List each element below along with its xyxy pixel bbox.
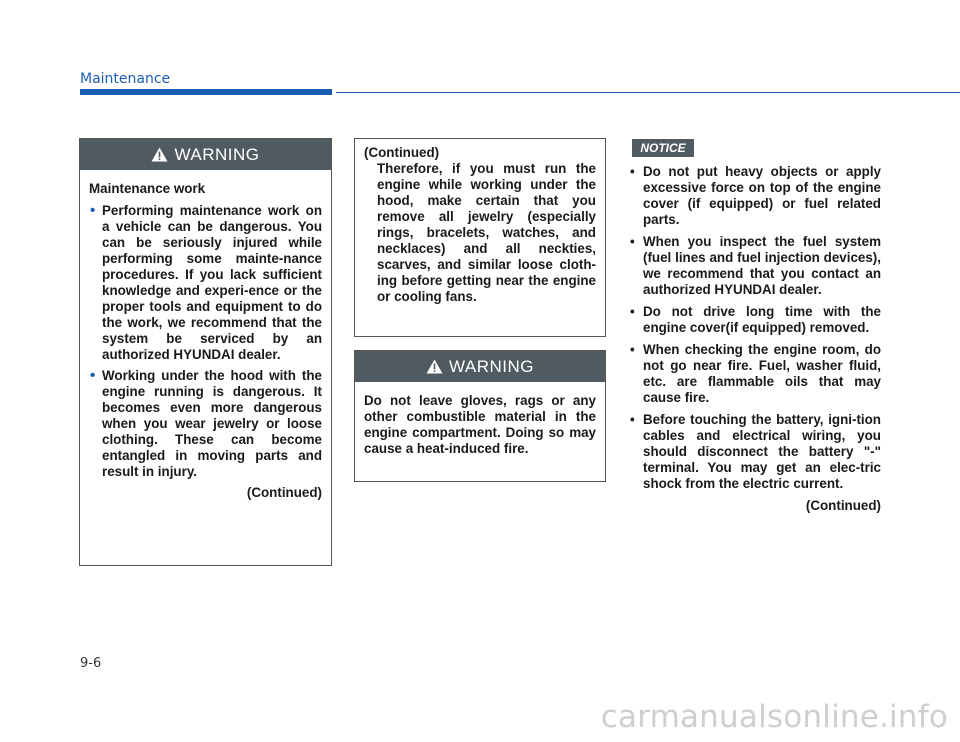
warning-text: Therefore, if you must run the engine while working under the hood, make certain that you remove all jewelry (especially rings, bracelets, watches, and necklaces) and all neckties, scarves, and similar loose cloth-ing before getting near the engine or cooling fans. xyxy=(377,161,596,304)
warning-box-continued xyxy=(354,138,606,337)
header-rule-thick xyxy=(80,89,332,95)
section-title: Maintenance xyxy=(80,71,171,87)
notice-list xyxy=(630,164,881,527)
warning-text: Do not leave gloves, rags or any other combustible material in the engine compartment. Doing so may cause a heat-induced fire. xyxy=(364,393,596,456)
warning-box-maintenance xyxy=(79,138,332,566)
list-item: • When checking the engine room, do not go near fire. Fuel, washer fluid, etc. are flammable oils that may cause fire. xyxy=(630,342,881,405)
warning-title: WARNING xyxy=(448,356,535,376)
warning-box-combustible xyxy=(354,350,606,482)
continued-label: (Continued) xyxy=(246,485,322,500)
continued-label: (Continued) xyxy=(364,145,440,160)
watermark: carmanualsonline.info xyxy=(600,699,948,735)
warning-triangle-icon xyxy=(426,359,443,374)
page-number: 9-6 xyxy=(80,656,102,671)
list-item: • Do not drive long time with the engine cover(if equipped) removed. xyxy=(630,304,881,335)
list-item: • Before touching the battery, igni-tion cables and electrical wiring, you should disconnect the battery "-" terminal. You may get an elec-tric shock from the electric current. xyxy=(630,412,881,491)
warning-heading: Maintenance work xyxy=(89,181,206,196)
list-item: • Working under the hood with the engine running is dangerous. It becomes even more dangerous when you wear jewelry or loose clothing. These can become entangled in moving parts and result in injury. xyxy=(90,367,322,479)
list-item: • Do not put heavy objects or apply excessive force on top of the engine cover (if equipped) or fuel related parts. xyxy=(630,164,881,227)
warning-title: WARNING xyxy=(174,144,260,164)
list-item: • Performing maintenance work on a vehicle can be dangerous. You can be seriously injured while performing some mainte-nance procedures. If you lack sufficient knowledge and experi-ence or the proper tools and equipment to do the work, we recommend that the system be serviced by an authorized HYUNDAI dealer. xyxy=(90,202,322,362)
header-rule-thin xyxy=(336,92,960,93)
warning-header xyxy=(80,139,331,170)
warning-header xyxy=(355,351,605,382)
warning-triangle-icon xyxy=(151,147,168,162)
continued-label: (Continued) xyxy=(805,498,881,513)
list-item: • When you inspect the fuel system (fuel lines and fuel injection devices), we recommend that you contact an authorized HYUNDAI dealer. xyxy=(630,234,881,297)
notice-badge: NOTICE xyxy=(632,139,694,157)
